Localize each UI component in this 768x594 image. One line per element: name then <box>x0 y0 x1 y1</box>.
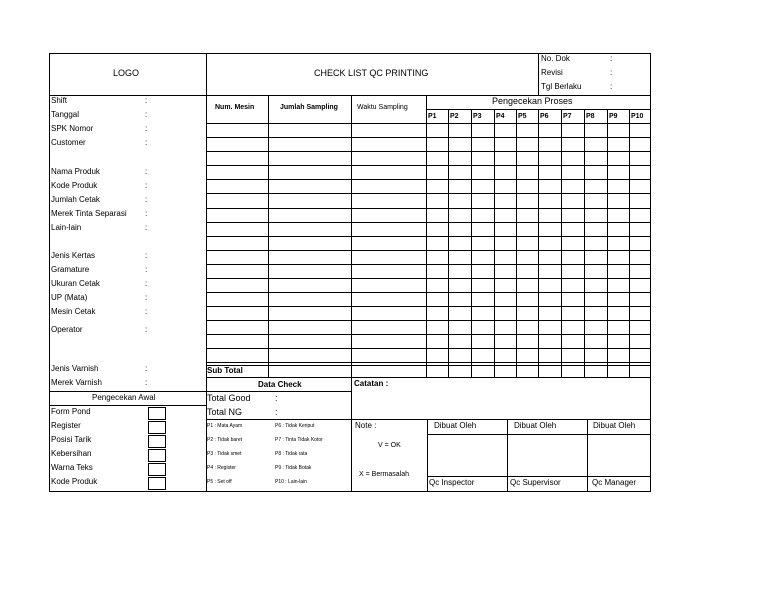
field-label: Ukuran Cetak <box>51 279 100 288</box>
field-colon: : <box>145 96 148 105</box>
form-title: CHECK LIST QC PRINTING <box>314 68 429 78</box>
grid-line <box>206 365 651 366</box>
initial-check-checkbox[interactable] <box>148 407 166 420</box>
col-header-sampling-qty: Jumlah Sampling <box>280 104 338 111</box>
grid-line <box>206 193 651 194</box>
field-label: Lain-lain <box>51 223 82 232</box>
field-colon: : <box>145 138 148 147</box>
grid-line <box>516 109 517 377</box>
field-label: Customer <box>51 138 86 147</box>
field-colon: : <box>145 195 148 204</box>
grid-line <box>206 165 651 166</box>
process-col-p9: P9 <box>609 113 618 120</box>
effective-date-colon: : <box>610 82 613 91</box>
grid-line <box>206 419 651 420</box>
initial-check-checkbox[interactable] <box>148 463 166 476</box>
grid-line <box>206 320 651 321</box>
grid-line <box>650 53 651 491</box>
grid-line <box>538 53 539 95</box>
process-col-p5: P5 <box>518 113 527 120</box>
logo-placeholder: LOGO <box>113 68 140 78</box>
signature-area[interactable] <box>427 434 505 476</box>
grid-line <box>629 109 630 377</box>
field-colon: : <box>145 251 148 260</box>
grid-line <box>206 348 651 349</box>
process-col-p10: P10 <box>631 113 644 120</box>
grid-line <box>351 377 352 419</box>
field-label: Merek Tinta Separasi <box>51 209 127 218</box>
grid-line <box>206 179 651 180</box>
field-label: Jenis Varnish <box>51 364 99 373</box>
field-label: Jenis Kertas <box>51 251 96 260</box>
process-check-title: Pengecekan Proses <box>492 96 573 106</box>
initial-check-title: Pengecekan Awal <box>92 393 156 402</box>
field-colon: : <box>145 325 148 334</box>
grid-line <box>561 109 562 377</box>
grid-line <box>206 123 651 124</box>
initial-check-item: Form Pond <box>51 407 91 416</box>
subtotal-label: Sub Total <box>207 366 243 375</box>
grid-line <box>206 250 651 251</box>
grid-line <box>49 491 651 492</box>
field-label: Jumlah Cetak <box>51 195 100 204</box>
grid-line <box>206 95 651 96</box>
grid-line <box>49 53 50 491</box>
field-label: Merek Varnish <box>51 378 102 387</box>
field-colon: : <box>145 124 148 133</box>
signature-heading: Dibuat Oleh <box>593 421 636 430</box>
legend-item: P3 : Tidak smet <box>207 451 242 457</box>
grid-line <box>538 109 539 377</box>
field-colon: : <box>145 209 148 218</box>
grid-line <box>206 391 351 392</box>
grid-line <box>206 137 651 138</box>
grid-line <box>49 95 206 96</box>
process-col-p8: P8 <box>586 113 595 120</box>
legend-item: P8 : Tidak rata <box>275 451 308 457</box>
grid-line <box>471 109 472 377</box>
field-label: Shift <box>51 96 68 105</box>
field-label: Gramature <box>51 265 90 274</box>
doc-no-label: No. Dok <box>541 54 570 63</box>
grid-line <box>206 264 651 265</box>
grid-line <box>206 278 651 279</box>
revision-label: Revisi <box>541 68 563 77</box>
grid-line <box>427 434 651 435</box>
total-ng-label: Total NG <box>207 407 243 417</box>
signature-role: Qc Supervisor <box>510 478 561 487</box>
total-good-label: Total Good <box>207 393 251 403</box>
grid-line <box>49 405 206 406</box>
grid-line <box>206 362 651 363</box>
initial-check-checkbox[interactable] <box>148 435 166 448</box>
signature-role: Qc Manager <box>592 478 637 487</box>
field-label: Kode Produk <box>51 181 98 190</box>
grid-line <box>49 53 651 54</box>
grid-line <box>206 292 651 293</box>
grid-line <box>206 208 651 209</box>
grid-line <box>427 419 428 491</box>
initial-check-checkbox[interactable] <box>148 477 166 490</box>
total-ng-colon: : <box>275 407 278 417</box>
grid-line <box>206 334 651 335</box>
note-title: Note : <box>355 421 377 430</box>
note-ok: V = OK <box>378 442 401 449</box>
legend-item: P10 : Lain-lain <box>275 479 307 485</box>
grid-line <box>206 236 651 237</box>
grid-line <box>206 306 651 307</box>
grid-line <box>206 222 651 223</box>
field-colon: : <box>145 293 148 302</box>
col-header-sampling-time: Waktu Sampling <box>357 104 408 111</box>
initial-check-checkbox[interactable] <box>148 421 166 434</box>
total-good-colon: : <box>275 393 278 403</box>
field-colon: : <box>145 181 148 190</box>
field-colon: : <box>145 307 148 316</box>
process-col-p2: P2 <box>450 113 459 120</box>
initial-check-checkbox[interactable] <box>148 449 166 462</box>
field-label: Operator <box>51 325 83 334</box>
initial-check-item: Kode Produk <box>51 477 98 486</box>
col-header-machine-no: Num. Mesin <box>215 104 255 111</box>
field-label: Tanggal <box>51 110 80 119</box>
process-col-p1: P1 <box>428 113 437 120</box>
legend-item: P6 : Tidak Keriput <box>275 423 315 429</box>
field-label: UP (Mata) <box>51 293 88 302</box>
grid-line <box>427 476 651 477</box>
revision-colon: : <box>610 68 613 77</box>
legend-item: P7 : Tinta Tidak Kotor <box>275 437 323 443</box>
grid-line <box>584 109 585 377</box>
initial-check-item: Posisi Tarik <box>51 435 92 444</box>
field-label: Mesin Cetak <box>51 307 96 316</box>
signature-area[interactable] <box>507 434 585 476</box>
legend-item: P2 : Tidak baret <box>207 437 243 443</box>
legend-item: P1 : Mata Ayam <box>207 423 243 429</box>
field-colon: : <box>145 223 148 232</box>
data-check-title: Data Check <box>258 380 302 389</box>
field-colon: : <box>145 279 148 288</box>
field-label: SPK Nomor <box>51 124 94 133</box>
field-colon: : <box>145 364 148 373</box>
grid-line <box>206 53 207 491</box>
initial-check-item: Kebersihan <box>51 449 92 458</box>
grid-line <box>206 377 651 378</box>
signature-role: Qc Inspector <box>429 478 475 487</box>
initial-check-item: Register <box>51 421 81 430</box>
field-colon: : <box>145 110 148 119</box>
process-col-p4: P4 <box>496 113 505 120</box>
process-col-p6: P6 <box>540 113 549 120</box>
grid-line <box>607 109 608 377</box>
process-col-p3: P3 <box>473 113 482 120</box>
grid-line <box>494 109 495 377</box>
signature-heading: Dibuat Oleh <box>434 421 477 430</box>
signature-area[interactable] <box>587 434 649 476</box>
legend-item: P5 : Set off <box>207 479 232 485</box>
note-problem: X = Bermasalah <box>359 471 409 478</box>
legend-item: P4 : Register <box>207 465 236 471</box>
field-colon: : <box>145 265 148 274</box>
grid-line <box>587 419 588 491</box>
process-col-p7: P7 <box>563 113 572 120</box>
signature-heading: Dibuat Oleh <box>514 421 557 430</box>
grid-line <box>448 109 449 377</box>
initial-check-item: Warna Teks <box>51 463 93 472</box>
field-colon: : <box>145 378 148 387</box>
field-label: Nama Produk <box>51 167 100 176</box>
effective-date-label: Tgl Berlaku <box>541 82 582 91</box>
grid-line <box>507 419 508 491</box>
grid-line <box>206 151 651 152</box>
doc-no-colon: : <box>610 54 613 63</box>
legend-item: P9 : Tidak Botak <box>275 465 312 471</box>
grid-line <box>351 419 352 491</box>
notes-label: Catatan : <box>354 379 389 388</box>
grid-line <box>49 391 206 392</box>
field-colon: : <box>145 167 148 176</box>
